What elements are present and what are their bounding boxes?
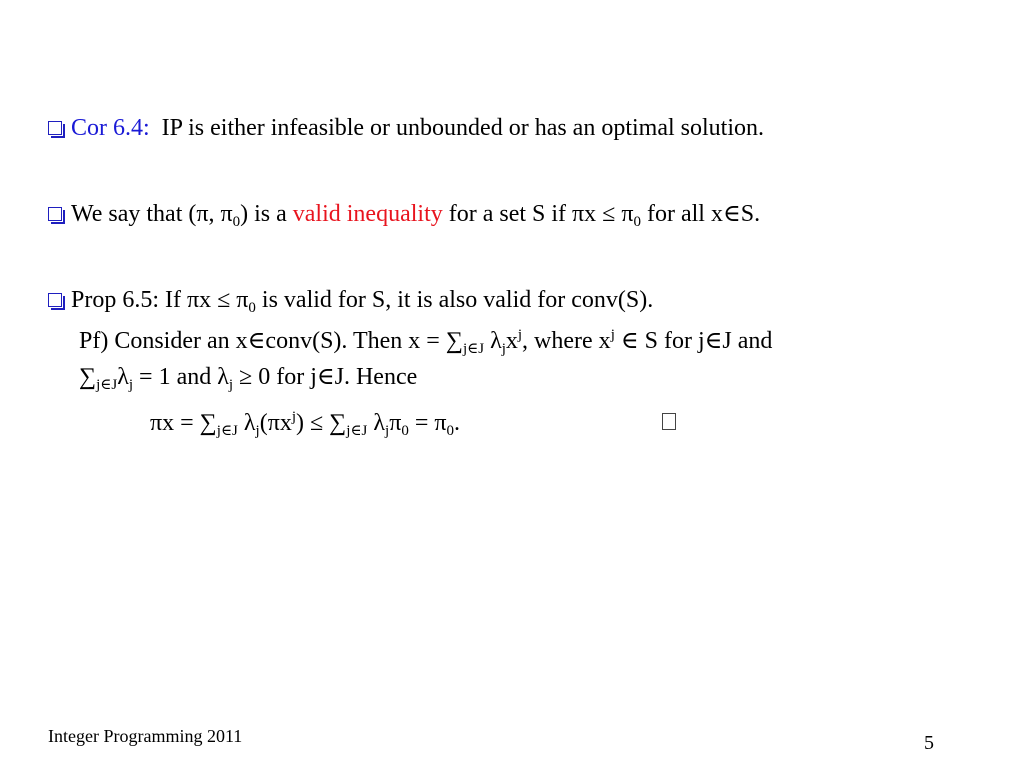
bullet-cor-6-4: [48, 113, 764, 143]
valid-inequality-term: valid inequality: [292, 201, 443, 227]
cor-text: IP is either infeasible or unbounded or has an optimal solution.: [161, 115, 765, 141]
proof-line-1: Pf) Consider an x∈conv(S). Then $x = \sum_{j\in J}$ $\lambda_jx^j$, where $x^j$ ∈ S for j∈J and: [79, 327, 773, 357]
proof-line-3: $\pi x = \sum_{j\in J}$ $\lambda_j(\pi x^j) \le \sum_{j\in J}$ $\lambda_j\pi_0 = \pi_0$.: [150, 409, 460, 439]
cor-label: Cor 6.4:: [71, 115, 150, 141]
bullet-valid-inequality: We say that (π, $\pi_0$) is a valid inequality for a set S if $\pi x \le \pi_0$ for all x∈S.: [48, 199, 760, 229]
footer-title: Integer Programming 2011: [48, 726, 243, 746]
proof-line-2: $\sum_{j\in J}\lambda_j = 1$ and $\lambda_j \ge 0$ for j∈J. Hence: [79, 364, 418, 393]
qed-box-icon: [662, 413, 676, 433]
square-bullet-icon: [48, 207, 62, 221]
square-bullet-icon: [48, 293, 62, 307]
bullet-prop-6-5: Prop 6.5: If $\pi x \le \pi_0$ is valid for S, it is also valid for conv(S).: [48, 285, 653, 315]
square-bullet-icon: [48, 121, 62, 135]
page-number: 5: [924, 732, 934, 754]
